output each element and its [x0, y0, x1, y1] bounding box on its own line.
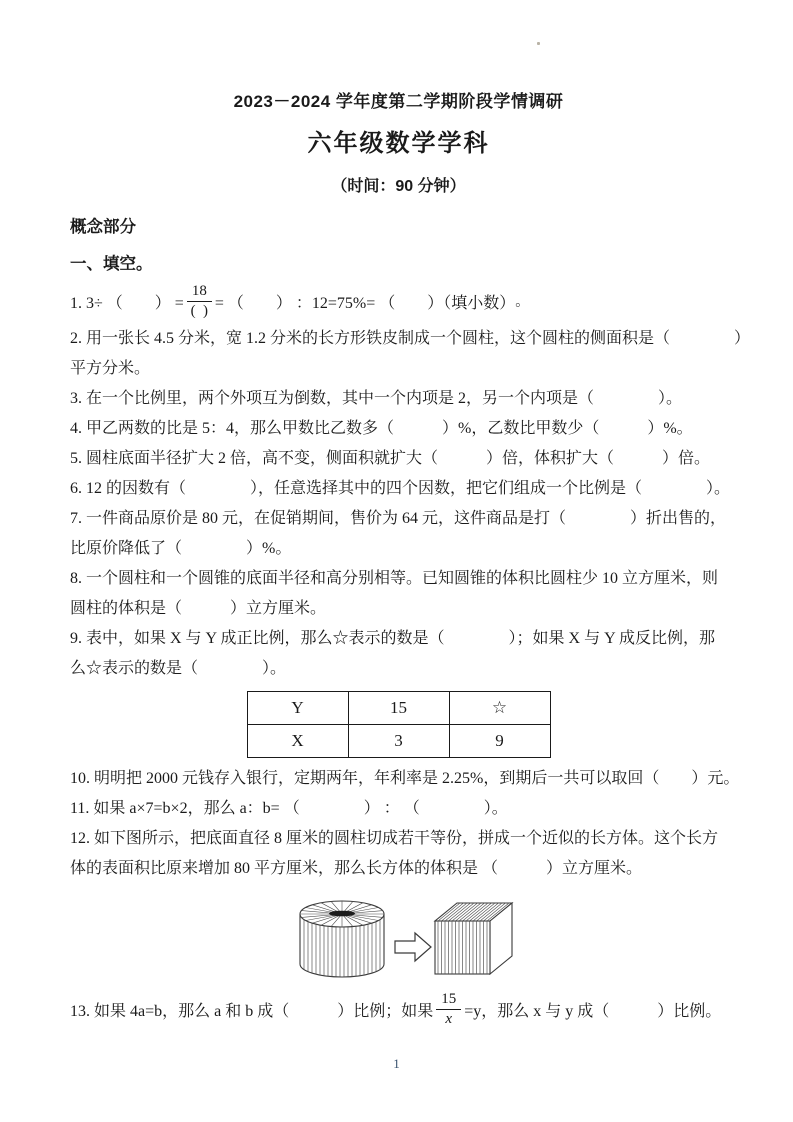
table-cell-x-9: 9: [449, 725, 550, 758]
fraction-18-over-blank: [187, 283, 212, 320]
exam-duration: （时间：90 分钟）: [331, 178, 466, 195]
question-11: 11. 如果 a×7=b×2，那么 a：b= （ ） ： （ ）。: [70, 800, 508, 817]
exam-header-title: 2023－2024 学年度第二学期阶段学情调研: [233, 92, 564, 111]
arrow-right-icon: [395, 933, 431, 961]
section-label: 概念部分: [70, 218, 136, 236]
question-1-period: 。: [515, 295, 530, 310]
question-4: 4. 甲乙两数的比是 5：4，那么甲数比乙数多（ ）%，乙数比甲数少（ ）%。: [70, 420, 693, 437]
table-row-y: [247, 692, 550, 725]
cylinder-to-cuboid-figure: [280, 886, 520, 986]
question-10: 10. 明明把 2000 元钱存入银行，定期两年，年利率是 2.25%，到期后一共可以取回（ ）元。: [70, 770, 740, 787]
scan-artifact-dot: [537, 42, 540, 45]
exam-subject-title: 六年级数学学科: [307, 130, 490, 157]
question-3: 3. 在一个比例里，两个外项互为倒数，其中一个内项是 2，另一个内项是（ ）。: [70, 390, 683, 407]
question-1-text-post: = （ ） ：12=75%= （ ）（填小数）: [214, 294, 516, 312]
table-cell-y-star: ☆: [449, 692, 550, 725]
table-cell-y-15: 15: [348, 692, 449, 725]
question-1-text-pre: 1. 3÷ （ ） =: [70, 294, 184, 312]
question-12-figure: [280, 886, 727, 986]
fraction-15-over-x: [436, 991, 461, 1028]
part-one-heading: 一、填空。: [70, 255, 153, 273]
page-number: 1: [393, 1056, 400, 1071]
question-12-line-2: 体的表面积比原来增加 80 平方厘米，那么长方体的体积是 （ ）立方厘米。: [70, 860, 643, 877]
question-12-line-1: 12. 如下图所示，把底面直径 8 厘米的圆柱切成若干等份，拼成一个近似的长方体。这个长方: [70, 830, 719, 847]
question-6: 6. 12 的因数有（ ），任意选择其中的四个因数，把它们组成一个比例是（ ）。: [70, 480, 731, 497]
question-9-line-2: 么☆表示的数是（ ）。: [70, 660, 287, 677]
fraction-numerator: 15: [436, 991, 461, 1010]
question-13-text-pre: 13. 如果 4a=b，那么 a 和 b 成（ ）比例；如果: [70, 1002, 434, 1020]
fraction-denominator: x: [445, 1010, 453, 1027]
table-row-x: [247, 725, 550, 758]
xy-proportion-table: [247, 691, 551, 758]
fraction-numerator: 18: [187, 283, 212, 302]
question-8-line-1: 8. 一个圆柱和一个圆锥的底面半径和高分别相等。已知圆锥的体积比圆柱少 10 立方厘米，则: [70, 570, 719, 587]
question-9-line-1: 9. 表中，如果 X 与 Y 成正比例，那么☆表示的数是（ ）；如果 X 与 Y 成反比例，那: [70, 630, 716, 647]
fraction-denominator: ( ): [190, 302, 209, 319]
question-2-line-2: 平方分米。: [70, 360, 151, 377]
question-2-line-1: 2. 用一张长 4.5 分米，宽 1.2 分米的长方形铁皮制成一个圆柱，这个圆柱的侧面积是（ ）: [70, 330, 751, 347]
table-cell-x-label: X: [247, 725, 348, 758]
question-1: [70, 278, 727, 324]
table-cell-x-3: 3: [348, 725, 449, 758]
table-cell-y-label: Y: [247, 692, 348, 725]
question-7-line-1: 7. 一件商品原价是 80 元，在促销期间，售价为 64 元，这件商品是打（ ）折出售的，: [70, 510, 727, 527]
question-13-text-post: =y，那么 x 与 y 成（ ）比例。: [464, 1002, 722, 1020]
question-5: 5. 圆柱底面半径扩大 2 倍，高不变，侧面积就扩大（ ）倍，体积扩大（ ）倍。: [70, 450, 711, 467]
cuboid-icon: [435, 903, 512, 974]
question-13: [70, 986, 727, 1032]
question-7-line-2: 比原价降低了（ ）%。: [70, 540, 292, 557]
cylinder-icon: [300, 901, 384, 978]
question-8-line-2: 圆柱的体积是（ ）立方厘米。: [70, 600, 327, 617]
